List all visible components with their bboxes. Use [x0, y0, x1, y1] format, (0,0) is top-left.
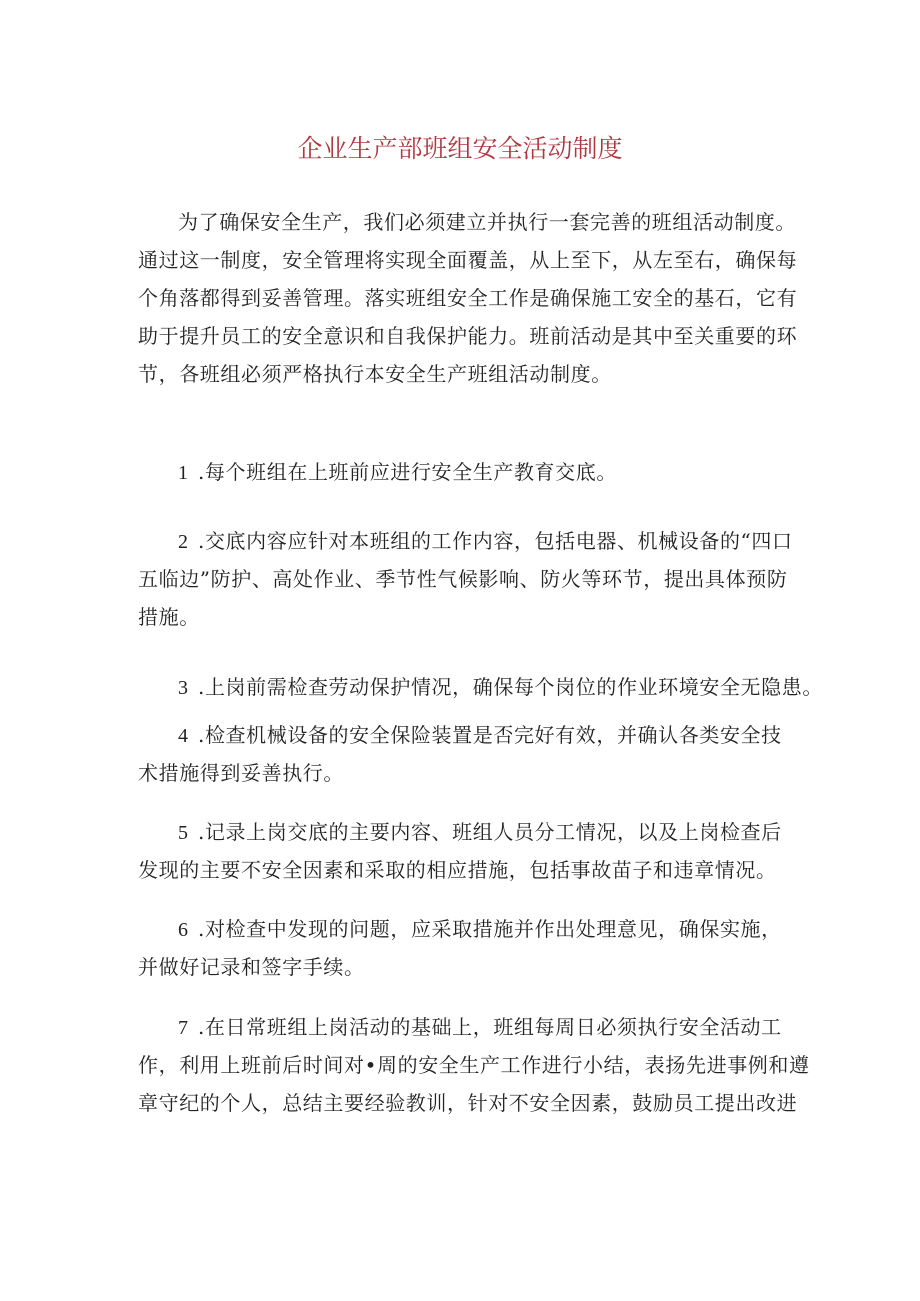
list-item	[138, 813, 788, 889]
item-number: 3	[178, 677, 189, 699]
item-text: 发现的主要不安全因素和采取的相应措施，包括事故苗子和违章情况。	[138, 858, 777, 882]
item-text: .上岗前需检查劳动保护情况，确保每个岗位的作业环境安全无隐患。	[198, 675, 823, 699]
list-item	[138, 453, 788, 491]
item-number: 1	[178, 462, 189, 484]
item-text: .对检查中发现的问题，应采取措施并作出处理意见，确保实施，	[198, 917, 782, 941]
item-text: 作，利用上班前后时间对•周的安全生产工作进行小结，表扬先进事例和遵	[138, 1053, 810, 1077]
intro-line: 节，各班组必须严格执行本安全生产班组活动制度。	[138, 362, 612, 386]
item-text: 并做好记录和签字手续。	[138, 955, 365, 979]
item-number: 7	[178, 1017, 189, 1039]
intro-line: 个角落都得到妥善管理。落实班组安全工作是确保施工安全的基石，它有	[138, 286, 798, 310]
item-text: 章守纪的个人，总结主要经验教训，针对不安全因素，鼓励员工提出改进	[138, 1091, 798, 1115]
intro-line: 为了确保安全生产，我们必须建立并执行一套完善的班组活动制度。	[178, 210, 796, 234]
item-number: 2	[178, 531, 189, 553]
item-number: 6	[178, 919, 189, 941]
item-number: 5	[178, 822, 189, 844]
intro-line: 助于提升员工的安全意识和自我保护能力。班前活动是其中至关重要的环	[138, 324, 798, 348]
item-text: .在日常班组上岗活动的基础上，班组每周日必须执行安全活动工	[198, 1015, 782, 1039]
document-title: 企业生产部班组安全活动制度	[297, 134, 623, 163]
list-item	[138, 1008, 810, 1122]
item-text: .记录上岗交底的主要内容、班组人员分工情况，以及上岗检查后	[198, 820, 782, 844]
item-text: 术措施得到妥善执行。	[138, 761, 344, 785]
item-text: 措施。	[138, 605, 200, 629]
intro-line: 通过这一制度，安全管理将实现全面覆盖，从上至下，从左至右，确保每	[138, 248, 798, 272]
item-number: 4	[178, 725, 189, 747]
item-text: .每个班组在上班前应进行安全生产教育交底。	[198, 460, 617, 484]
list-item	[138, 716, 788, 792]
list-item	[138, 910, 788, 986]
intro-paragraph	[138, 203, 798, 393]
item-text: 五临边”防护、高处作业、季节性气候影响、防火等环节，提出具体预防	[138, 567, 788, 591]
item-text: .交底内容应针对本班组的工作内容，包括电器、机械设备的“四口	[198, 529, 793, 553]
list-item	[138, 668, 823, 706]
item-text: .检查机械设备的安全保险装置是否完好有效，并确认各类安全技	[198, 723, 782, 747]
list-item	[138, 522, 793, 636]
